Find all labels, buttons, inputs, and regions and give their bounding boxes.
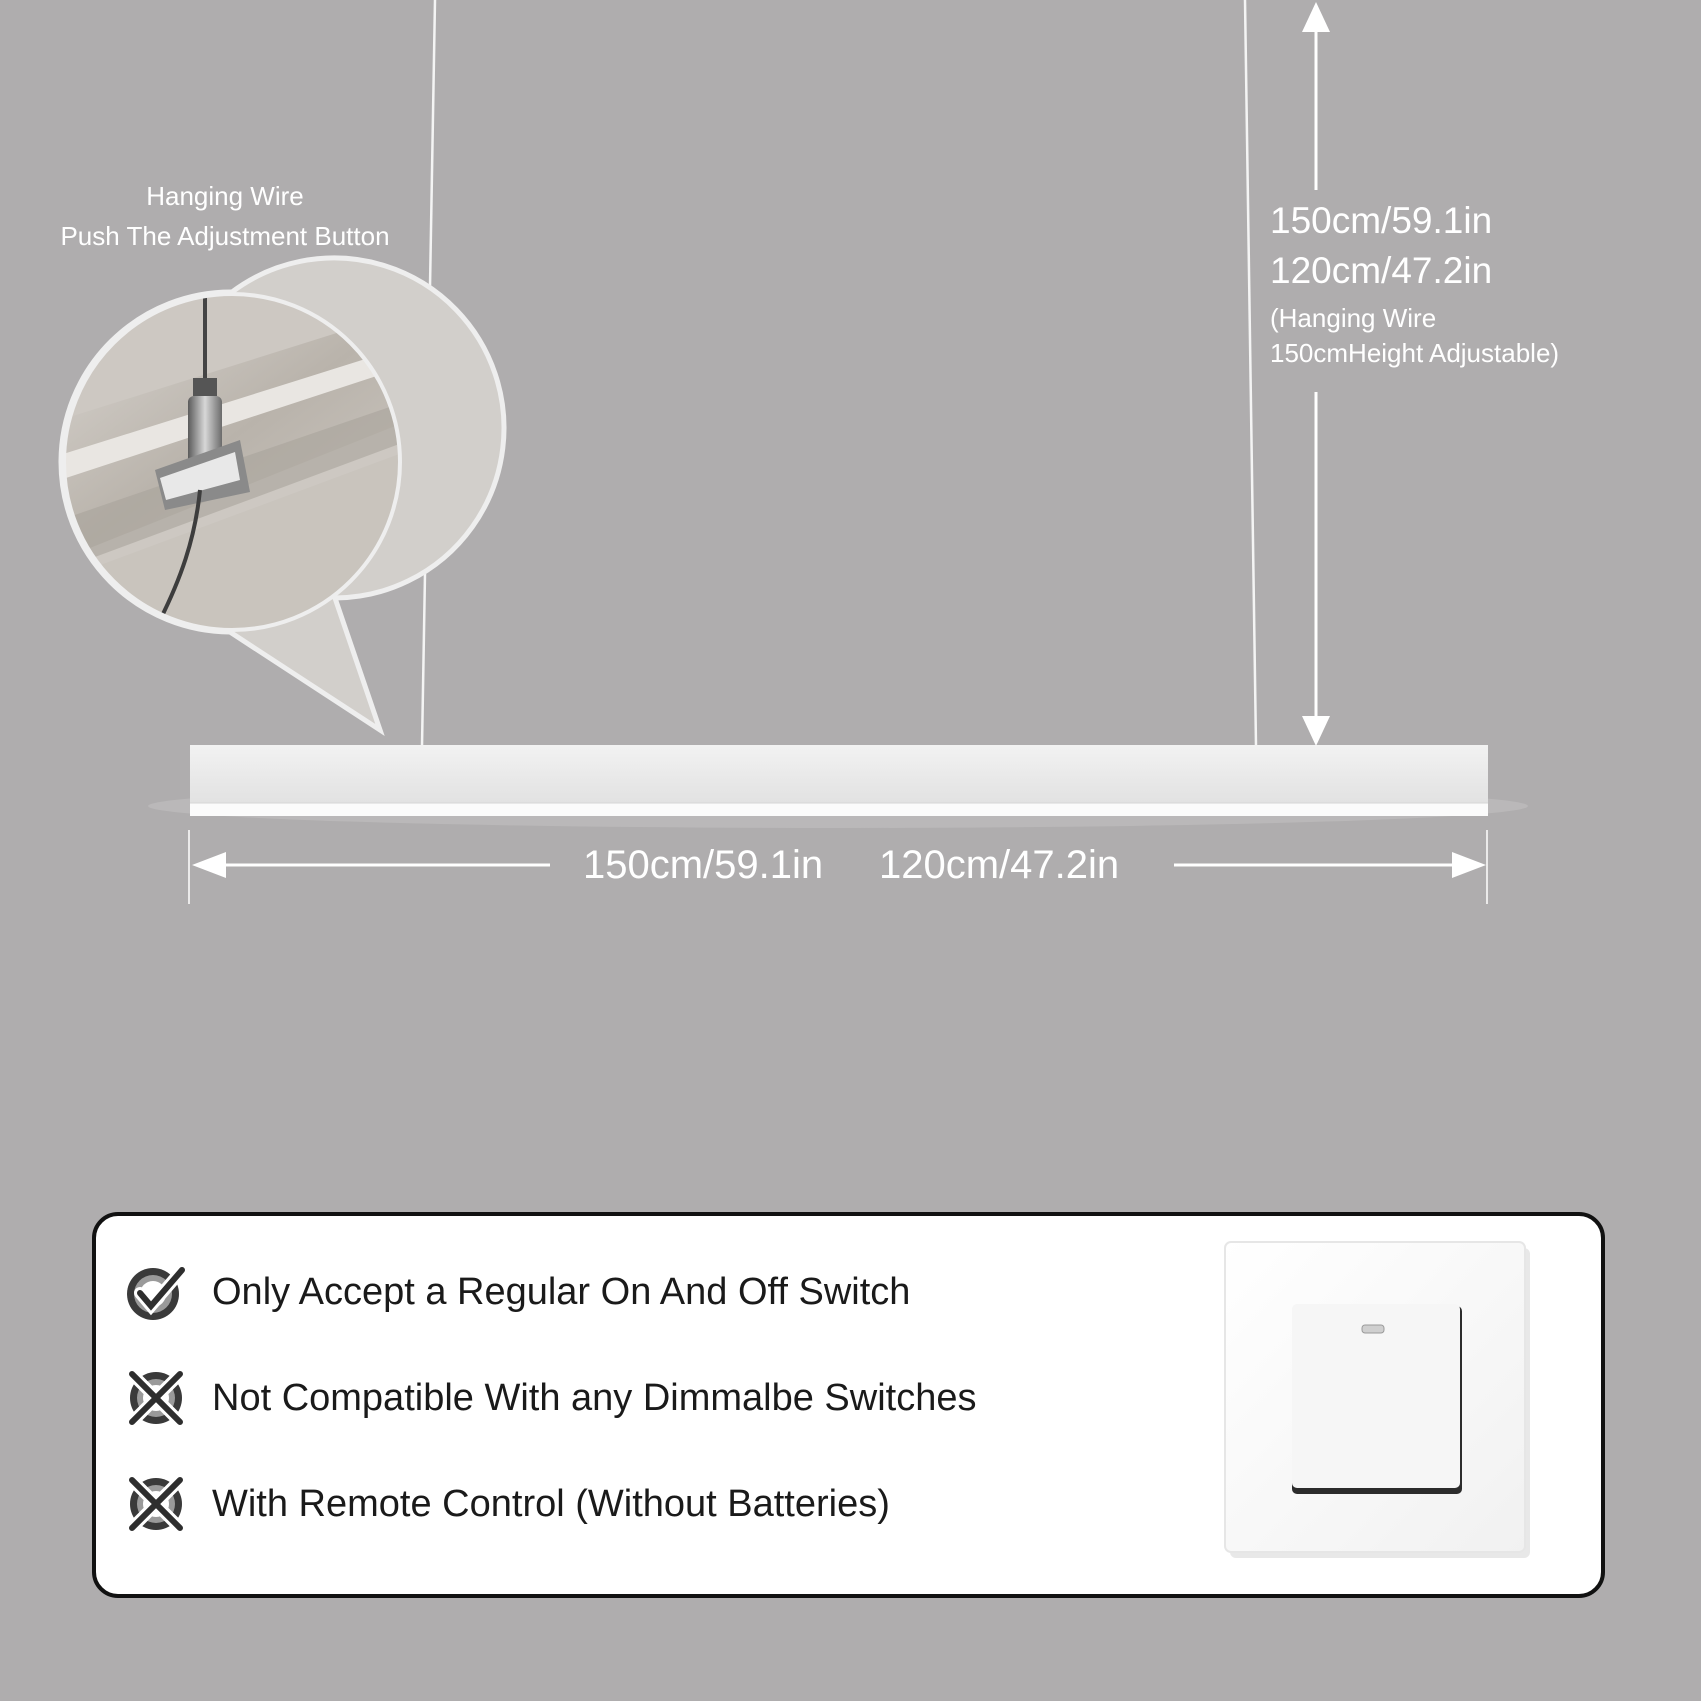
feature-row-switch — [120, 1257, 1080, 1327]
width-dimension-arrow — [189, 830, 1487, 904]
led-light-bar — [190, 745, 1488, 816]
height-note-line-2: 150cmHeight Adjustable) — [1270, 338, 1560, 368]
feature-row-dimmer — [120, 1363, 1080, 1433]
feature-label: With Remote Control (Without Batteries) — [212, 1482, 890, 1525]
wall-switch-image — [1220, 1238, 1540, 1568]
hanging-wires — [422, 0, 1256, 746]
height-value-1: 150cm/59.1in — [1270, 200, 1493, 241]
height-value-2: 120cm/47.2in — [1270, 250, 1493, 291]
width-value-1: 150cm/59.1in — [583, 843, 824, 887]
height-dimension-arrow — [1302, 2, 1330, 746]
feature-label: Not Compatible With any Dimmalbe Switches — [212, 1376, 977, 1419]
height-dimension-values — [1270, 196, 1492, 296]
height-note-line-1: (Hanging Wire — [1270, 303, 1437, 333]
magnifier-callout — [60, 258, 504, 730]
feature-label: Only Accept a Regular On And Off Switch — [212, 1270, 911, 1313]
callout-line-1: Hanging Wire — [146, 181, 304, 211]
callout-line-2: Push The Adjustment Button — [60, 221, 390, 251]
height-dimension-note — [1270, 301, 1559, 371]
cross-circle-icon — [120, 1362, 192, 1434]
callout-caption — [0, 176, 450, 256]
check-circle-icon — [120, 1256, 192, 1328]
feature-row-remote — [120, 1469, 1080, 1539]
cross-circle-icon — [120, 1468, 192, 1540]
hanging-wire-right — [1245, 0, 1256, 746]
width-value-2: 120cm/47.2in — [879, 843, 1120, 887]
